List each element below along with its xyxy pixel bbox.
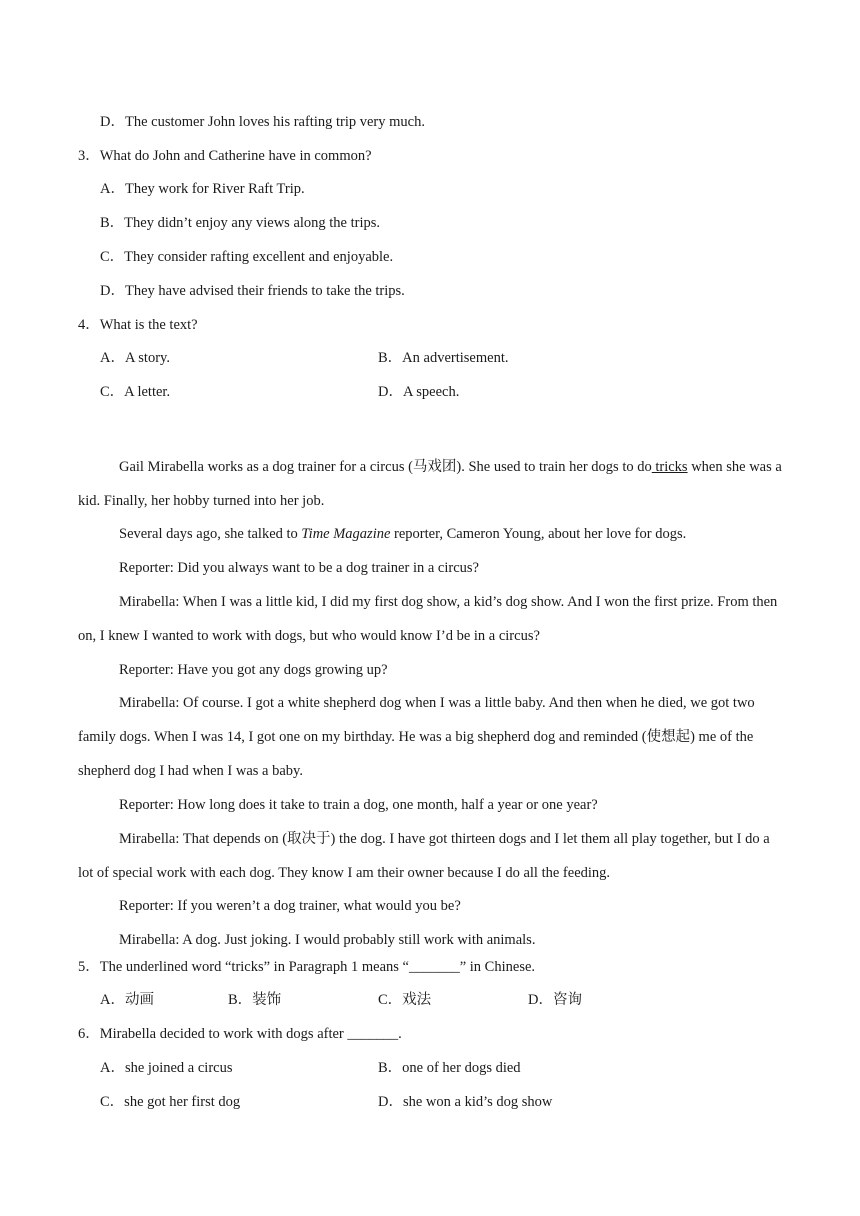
magazine-title: Time Magazine <box>301 526 391 542</box>
q6-option-a: A．she joined a circus <box>100 1060 233 1076</box>
q2-option-d: D．The customer John loves his rafting trip very much. <box>100 114 425 130</box>
passage-paragraph-4: Mirabella: When I was a little kid, I did my first dog show, a kid’s dog show. And I won the first prize. From then on, I knew I wanted to work with dogs, but who would know I’d be in a circus? <box>78 594 778 644</box>
passage-paragraph-7: Reporter: How long does it take to train a dog, one month, half a year or one year? <box>119 797 598 813</box>
q3-option-b: B．They didn’t enjoy any views along the trips. <box>100 215 381 231</box>
q5-stem: 5．The underlined word “tricks” in Paragraph 1 means “_______” in Chinese. <box>78 959 536 975</box>
q5-option-b: B．装饰 <box>228 992 282 1008</box>
passage-paragraph-1: Gail Mirabella works as a dog trainer for a circus (马戏团). She used to train her dogs to do tricks when she was a kid. Finally, her hobby turned into her job. <box>78 459 782 509</box>
q4-option-b: B．An advertisement. <box>378 350 509 366</box>
q4-option-d: D．A speech. <box>378 384 460 400</box>
q6-option-d: D．she won a kid’s dog show <box>378 1094 553 1110</box>
q6-option-b: B．one of her dogs died <box>378 1060 521 1076</box>
passage-paragraph-3: Reporter: Did you always want to be a dog trainer in a circus? <box>119 560 479 576</box>
q5-option-d: D．咨询 <box>528 992 582 1008</box>
q5-option-a: A．动画 <box>100 992 154 1008</box>
passage-paragraph-6: Mirabella: Of course. I got a white shepherd dog when I was a little baby. And then when he died, we got two family dogs. When I was 14, I got one on my birthday. He was a big shepherd dog and reminded (使想起) me of the shepherd dog I had when I was a baby. <box>78 695 755 779</box>
q6-option-c: C．she got her first dog <box>100 1094 241 1110</box>
q4-stem: 4．What is the text? <box>78 317 198 333</box>
passage-paragraph-9: Reporter: If you weren’t a dog trainer, what would you be? <box>119 898 461 914</box>
passage-paragraph-10: Mirabella: A dog. Just joking. I would probably still work with animals. <box>119 932 536 948</box>
passage-paragraph-2: Several days ago, she talked to Time Magazine reporter, Cameron Young, about her love for dogs. <box>119 526 687 542</box>
q5-option-c: C．戏法 <box>378 992 432 1008</box>
q3-option-c: C．They consider rafting excellent and enjoyable. <box>100 249 394 265</box>
passage-paragraph-5: Reporter: Have you got any dogs growing up? <box>119 662 388 678</box>
underlined-word-tricks: tricks <box>651 459 688 475</box>
q6-stem: 6．Mirabella decided to work with dogs after _______. <box>78 1026 402 1042</box>
passage-paragraph-8: Mirabella: That depends on (取决于) the dog. I have got thirteen dogs and I let them all play together, but I do a lot of special work with each dog. They know I am their owner because I do all the feeding. <box>78 831 770 881</box>
q4-option-c: C．A letter. <box>100 384 171 400</box>
q3-stem: 3．What do John and Catherine have in common? <box>78 148 372 164</box>
q3-option-d: D．They have advised their friends to take the trips. <box>100 283 405 299</box>
q3-option-a: A．They work for River Raft Trip. <box>100 181 305 197</box>
q4-option-a: A．A story. <box>100 350 170 366</box>
